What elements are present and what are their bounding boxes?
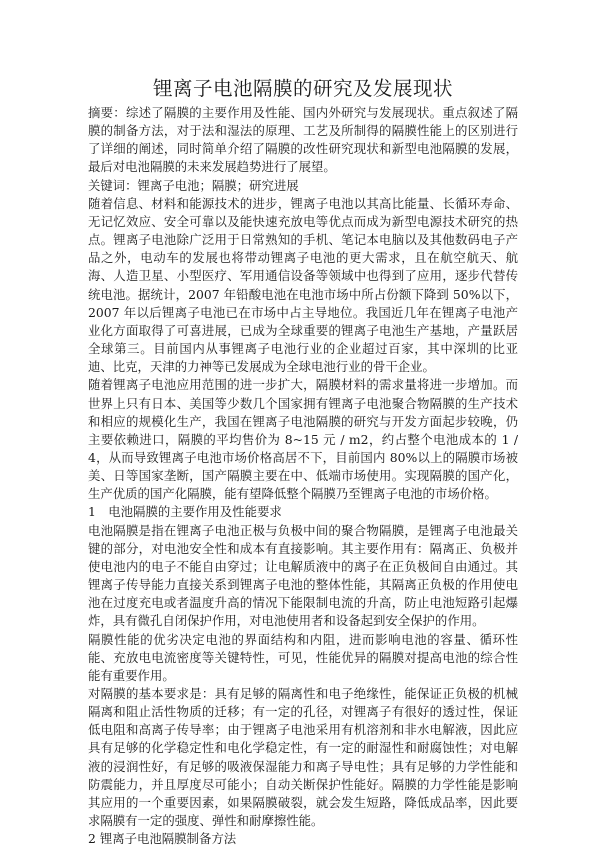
paragraph-separator-requirements: 对隔膜的基本要求是：具有足够的隔离性和电子绝缘性，能保证正负极的机械隔离和阻止活性物质的迁移；有一定的孔径，对锂离子有很好的透过性，保证低电阻和高离子传导率；由于锂离子电池采用有机溶剂和非水电解液，因此应具有足够的化学稳定性和电化学稳定性，有一定的耐湿性和耐腐蚀性；对电解液的浸润性好，有足够的吸液保湿能力和离子导电性；具有足够的力学性能和防震能力，并且厚度尽可能小；自动关断保护性能好。隔膜的力学性能是影响其应用的一个重要因素，如果隔膜破裂，就会发生短路，降低成品率，因此要求隔膜有一定的强度、弹性和耐摩擦性能。 xyxy=(88,686,518,829)
section-heading-1: 1 电池隔膜的主要作用及性能要求 xyxy=(88,504,282,520)
paragraph-separator-role: 电池隔膜是指在锂离子电池正极与负极中间的聚合物隔膜，是锂离子电池最关键的部分，对电池安全性和成本有直接影响。其主要作用有：隔离正、负极并使电池内的电子不能自由穿过；让电解质液中的离子在正负极间自由通过。其锂离子传导能力直接关系到锂离子电池的整体性能，其隔离正负极的作用使电池在过度充电或者温度升高的情况下能限制电流的升高，防止电池短路引起爆炸，具有微孔自闭保护作用，对电池使用者和设备起到安全保护的作用。 xyxy=(88,522,518,629)
keywords: 关键词：锂离子电池；隔膜；研究进展 xyxy=(88,177,299,193)
paragraph-separator-performance: 隔膜性能的优劣决定电池的界面结构和内阻，进而影响电池的容量、循环性能、充放电电流密度等关键特性，可见，性能优异的隔膜对提高电池的综合性能有重要作用。 xyxy=(88,631,518,683)
page-title: 锂离子电池隔膜的研究及发展现状 xyxy=(152,77,453,100)
paragraph-market: 随着锂离子电池应用范围的进一步扩大，隔膜材料的需求量将进一步增加。而世界上只有日本、美国等少数几个国家拥有锂离子电池聚合物隔膜的生产技术和相应的规模化生产，我国在锂离子电池隔膜的研究与开发方面起步较晚，仍主要依赖进口，隔膜的平均售价为 8~15 元 / m2，约占整个电池成本的 1 / 4，从而导致锂离子电池市场价格高居不下，目前国内 80%以上的隔膜市场被美、日等国家垄断，国产隔膜主要在中、低端市场使用。实现隔膜的国产化，生产优质的国产化隔膜，能有望降低整个隔膜乃至锂离子电池的市场价格。 xyxy=(88,377,518,502)
paragraph-intro: 随着信息、材料和能源技术的进步，锂离子电池以其高比能量、长循环寿命、无记忆效应、安全可靠以及能快速充放电等优点而成为新型电源技术研究的热点。锂离子电池除广泛用于日常熟知的手机、笔记本电脑以及其他数码电子产品之外，电动车的发展也将带动锂离子电池的更大需求，且在航空航天、航海、人造卫星、小型医疗、军用通信设备等领域中也得到了应用，逐步代替传统电池。据统计，2007 年铅酸电池在电池市场中所占份额下降到 50%以下，2007 年以后锂离子电池已在市场中占主导地位。我国近几年在锂离子电池产业化方面取得了可喜进展，已成为全球重要的锂离子电池生产基地，产量跃居全球第三。目前国内从事锂离子电池行业的企业超过百家，其中深圳的比亚迪、比克，天津的力神等已发展成为全球电池行业的骨干企业。 xyxy=(88,195,518,375)
abstract: 摘要：综述了隔膜的主要作用及性能、国内外研究与发展现状。重点叙述了隔膜的制备方法，对于法和湿法的原理、工艺及所制得的隔膜性能上的区别进行了详细的阐述，同时简单介绍了隔膜的改性研究现状和新型电池隔膜的发展，最后对电池隔膜的未来发展趋势进行了展望。 xyxy=(88,105,518,175)
section-heading-2: 2 锂离子电池隔膜制备方法 xyxy=(88,831,237,847)
article xyxy=(88,76,518,848)
